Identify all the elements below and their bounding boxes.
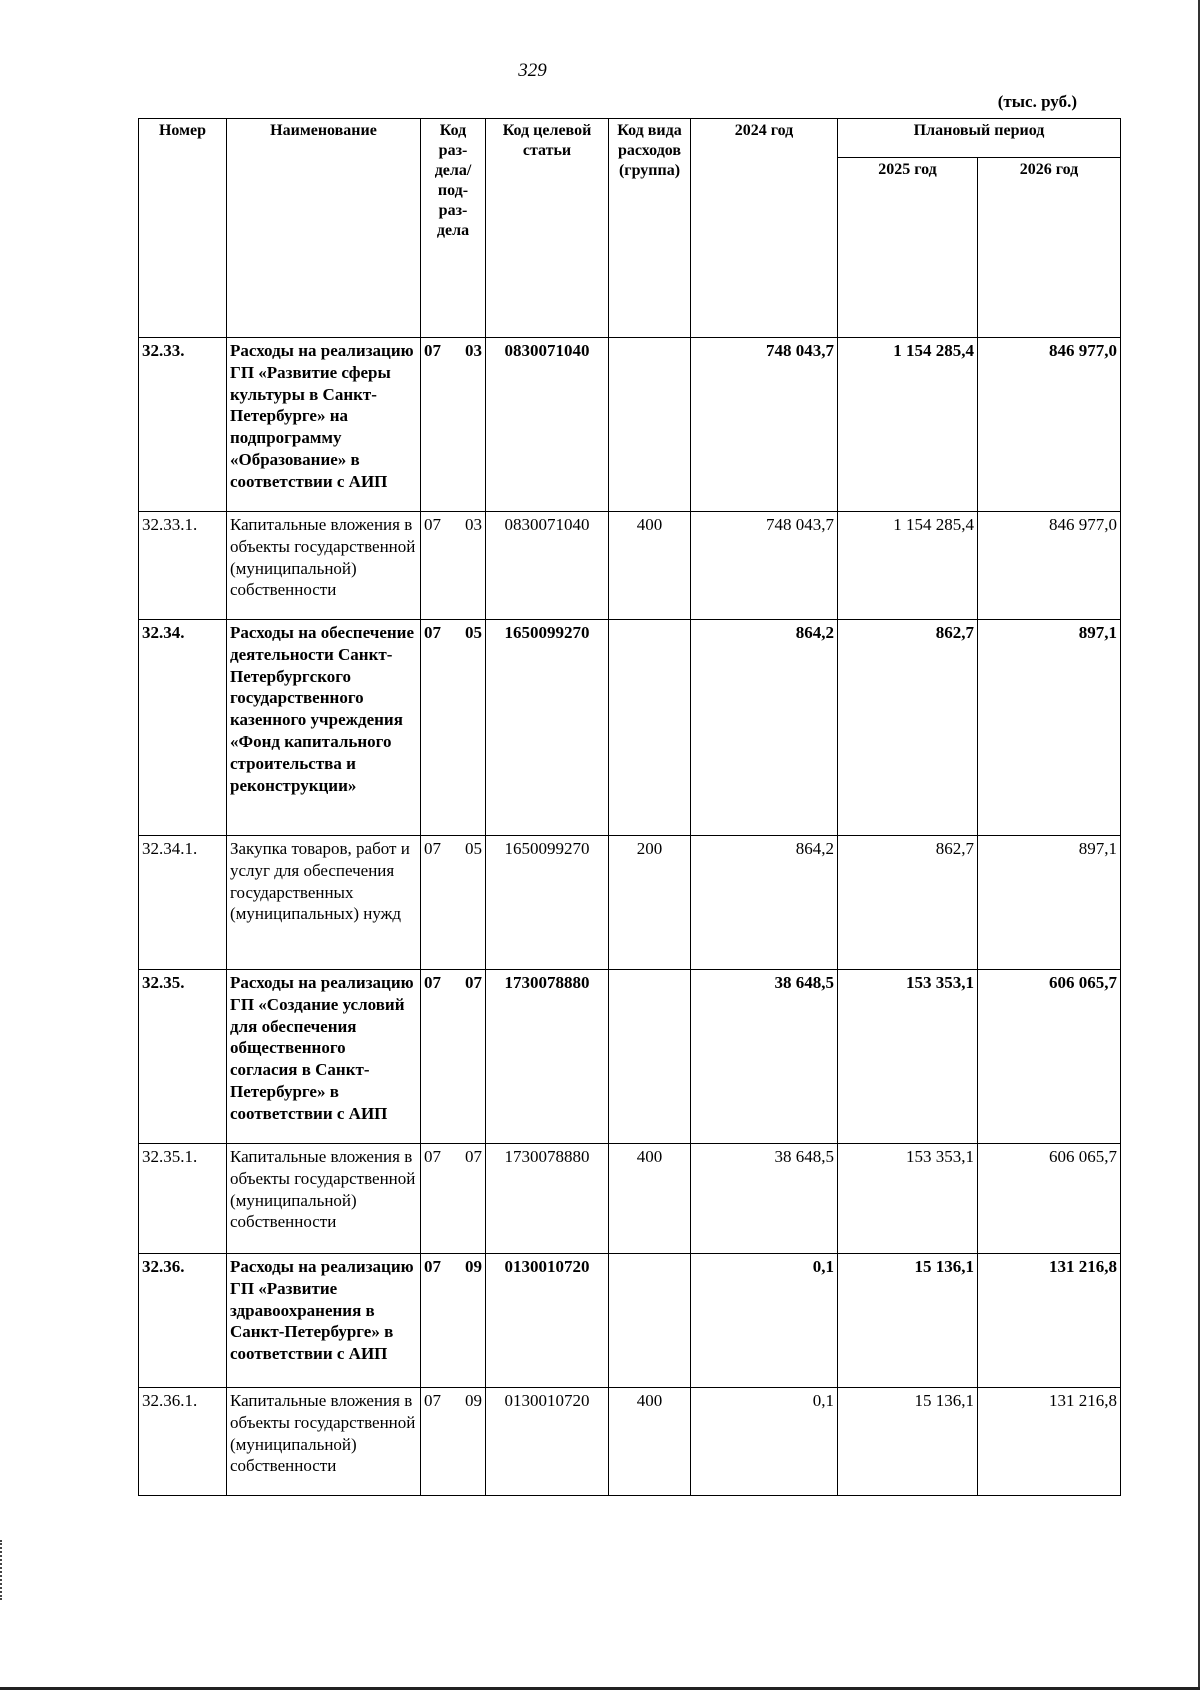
- row-amount-2026: 897,1: [978, 836, 1121, 970]
- row-amount-2026: 846 977,0: [978, 338, 1121, 512]
- row-section-code: [421, 1388, 486, 1496]
- row-amount-2026: 131 216,8: [978, 1388, 1121, 1496]
- podrazdel-code: 07: [465, 973, 482, 992]
- scan-edge-marks: [0, 1540, 5, 1600]
- header-expense-group: Код вида расходов (группа): [609, 119, 691, 338]
- row-target-code: 1730078880: [486, 1144, 609, 1254]
- table-row: [139, 970, 1121, 1144]
- row-number: 32.35.: [139, 970, 227, 1144]
- row-number: 32.36.1.: [139, 1388, 227, 1496]
- podrazdel-code: 09: [465, 1257, 482, 1276]
- row-target-code: 0830071040: [486, 512, 609, 620]
- header-planned-period: Плановый период: [838, 119, 1121, 158]
- row-amount-2024: 864,2: [691, 836, 838, 970]
- row-amount-2025: 1 154 285,4: [838, 338, 978, 512]
- row-amount-2024: 0,1: [691, 1254, 838, 1388]
- header-row-top: [139, 119, 1121, 158]
- row-amount-2025: 153 353,1: [838, 970, 978, 1144]
- razdel-code: 07: [424, 839, 441, 858]
- row-amount-2026: 846 977,0: [978, 512, 1121, 620]
- row-target-code: 1730078880: [486, 970, 609, 1144]
- table-row: [139, 338, 1121, 512]
- row-amount-2026: 131 216,8: [978, 1254, 1121, 1388]
- row-number: 32.34.1.: [139, 836, 227, 970]
- budget-table: [138, 118, 1121, 1496]
- header-target-code: Код целевой статьи: [486, 119, 609, 338]
- table-body: [139, 338, 1121, 1496]
- row-amount-2026: 606 065,7: [978, 1144, 1121, 1254]
- header-name: Наименование: [227, 119, 421, 338]
- row-expense-group: 400: [609, 1388, 691, 1496]
- page-number: 329: [518, 60, 547, 81]
- podrazdel-code: 03: [465, 515, 482, 534]
- row-amount-2025: 153 353,1: [838, 1144, 978, 1254]
- units-label: (тыс. руб.): [997, 92, 1077, 111]
- row-number: 32.35.1.: [139, 1144, 227, 1254]
- row-section-code: [421, 620, 486, 836]
- row-section-code: [421, 1254, 486, 1388]
- row-amount-2024: 748 043,7: [691, 512, 838, 620]
- row-amount-2025: 1 154 285,4: [838, 512, 978, 620]
- row-target-code: 0830071040: [486, 338, 609, 512]
- row-number: 32.33.1.: [139, 512, 227, 620]
- table-row: [139, 1144, 1121, 1254]
- table-row: [139, 1254, 1121, 1388]
- razdel-code: 07: [424, 515, 441, 534]
- row-number: 32.33.: [139, 338, 227, 512]
- razdel-code: 07: [424, 1257, 441, 1276]
- row-amount-2025: 15 136,1: [838, 1254, 978, 1388]
- row-name: Расходы на реализацию ГП «Развитие здравоохранения в Санкт-Петербурге» в соответствии с АИП: [227, 1254, 421, 1388]
- row-name: Расходы на реализацию ГП «Создание условий для обеспечения общественного согласия в Санкт-Петербурге» в соответствии с АИП: [227, 970, 421, 1144]
- row-section-code: [421, 512, 486, 620]
- row-section-code: [421, 338, 486, 512]
- row-expense-group: [609, 970, 691, 1144]
- row-amount-2024: 864,2: [691, 620, 838, 836]
- row-name: Расходы на реализацию ГП «Развитие сферы культуры в Санкт-Петербурге» на подпрограмму «Образование» в соответствии с АИП: [227, 338, 421, 512]
- row-amount-2024: 38 648,5: [691, 1144, 838, 1254]
- razdel-code: 07: [424, 1391, 441, 1410]
- row-number: 32.34.: [139, 620, 227, 836]
- podrazdel-code: 09: [465, 1391, 482, 1410]
- table-row: [139, 1388, 1121, 1496]
- row-expense-group: 400: [609, 512, 691, 620]
- row-section-code: [421, 1144, 486, 1254]
- row-amount-2024: 38 648,5: [691, 970, 838, 1144]
- row-amount-2025: 862,7: [838, 620, 978, 836]
- podrazdel-code: 07: [465, 1147, 482, 1166]
- row-amount-2025: 15 136,1: [838, 1388, 978, 1496]
- header-number: Номер: [139, 119, 227, 338]
- header-2024: 2024 год: [691, 119, 838, 338]
- header-2025: 2025 год: [838, 158, 978, 338]
- podrazdel-code: 05: [465, 623, 482, 642]
- row-expense-group: [609, 338, 691, 512]
- row-name: Закупка товаров, работ и услуг для обеспечения государственных (муниципальных) нужд: [227, 836, 421, 970]
- row-section-code: [421, 970, 486, 1144]
- row-amount-2026: 897,1: [978, 620, 1121, 836]
- podrazdel-code: 03: [465, 341, 482, 360]
- row-target-code: 0130010720: [486, 1254, 609, 1388]
- row-name: Капитальные вложения в объекты государственной (муниципальной) собственности: [227, 512, 421, 620]
- razdel-code: 07: [424, 341, 441, 360]
- row-expense-group: [609, 620, 691, 836]
- row-section-code: [421, 836, 486, 970]
- table-row: [139, 836, 1121, 970]
- table-row: [139, 512, 1121, 620]
- header-section-code: Код раз-дела/ под-раз-дела: [421, 119, 486, 338]
- row-expense-group: 200: [609, 836, 691, 970]
- row-amount-2024: 748 043,7: [691, 338, 838, 512]
- row-name: Капитальные вложения в объекты государственной (муниципальной) собственности: [227, 1388, 421, 1496]
- row-target-code: 1650099270: [486, 836, 609, 970]
- row-amount-2025: 862,7: [838, 836, 978, 970]
- row-target-code: 0130010720: [486, 1388, 609, 1496]
- row-number: 32.36.: [139, 1254, 227, 1388]
- row-name: Расходы на обеспечение деятельности Санкт-Петербургского государственного казенного учреждения «Фонд капитального строительства и реконструкции»: [227, 620, 421, 836]
- row-amount-2026: 606 065,7: [978, 970, 1121, 1144]
- razdel-code: 07: [424, 973, 441, 992]
- podrazdel-code: 05: [465, 839, 482, 858]
- row-target-code: 1650099270: [486, 620, 609, 836]
- row-amount-2024: 0,1: [691, 1388, 838, 1496]
- header-2026: 2026 год: [978, 158, 1121, 338]
- row-expense-group: 400: [609, 1144, 691, 1254]
- table-row: [139, 620, 1121, 836]
- row-expense-group: [609, 1254, 691, 1388]
- razdel-code: 07: [424, 623, 441, 642]
- row-name: Капитальные вложения в объекты государственной (муниципальной) собственности: [227, 1144, 421, 1254]
- razdel-code: 07: [424, 1147, 441, 1166]
